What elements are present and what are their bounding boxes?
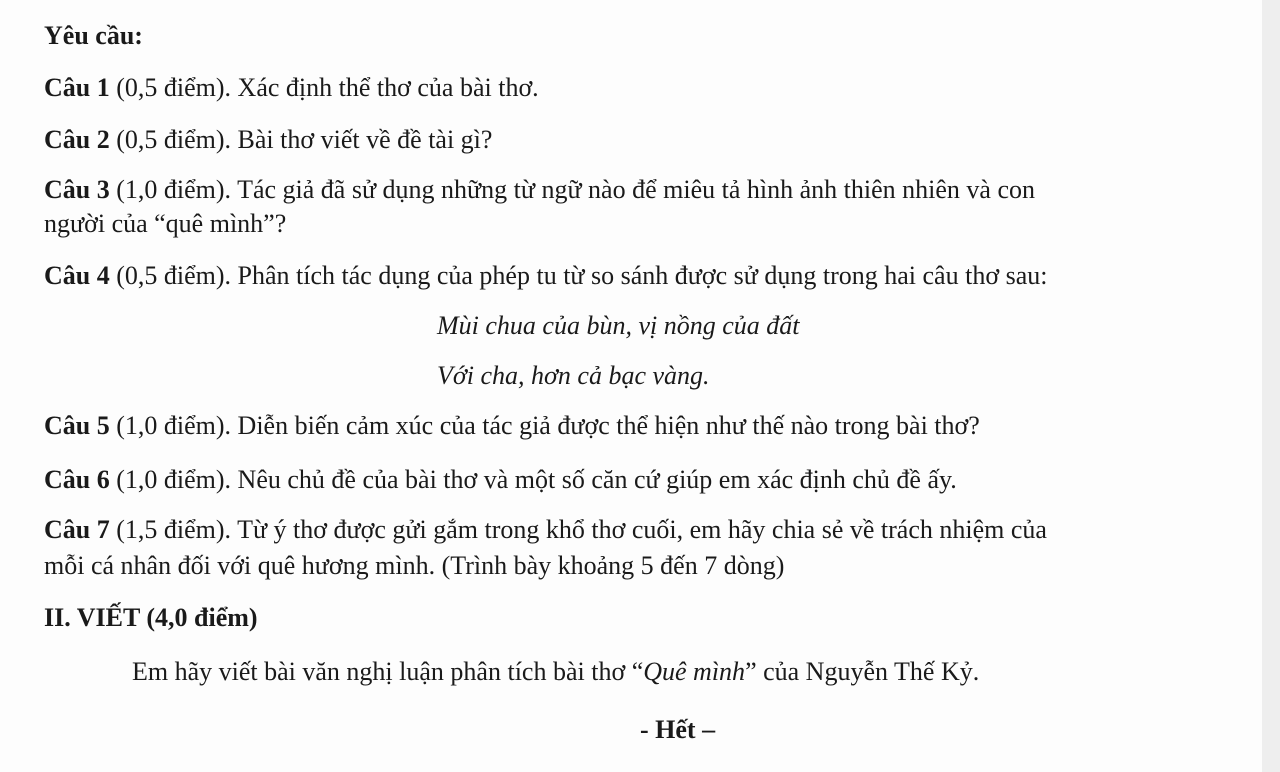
question-label: Câu 7 xyxy=(44,515,110,544)
question-text: (1,0 điểm). Nêu chủ đề của bài thơ và một số căn cứ giúp em xác định chủ đề ấy. xyxy=(109,465,957,494)
question-3-continuation: người của “quê mình”? xyxy=(44,209,287,238)
question-label: Câu 6 xyxy=(44,465,110,494)
question-text: (1,0 điểm). Tác giả đã sử dụng những từ ngữ nào để miêu tả hình ảnh thiên nhiên và con xyxy=(109,175,1035,204)
question-text: (1,0 điểm). Diễn biến cảm xúc của tác giả được thể hiện như thế nào trong bài thơ? xyxy=(109,411,980,440)
question-1 xyxy=(44,72,539,104)
end-marker: - Hết – xyxy=(640,715,716,744)
poem-line-1: Mùi chua của bùn, vị nồng của đất xyxy=(437,311,800,340)
question-2 xyxy=(44,124,492,156)
question-7-continuation: mỗi cá nhân đối với quê hương mình. (Trình bày khoảng 5 đến 7 dòng) xyxy=(44,551,785,580)
question-5 xyxy=(44,410,980,442)
poem-title: Quê mình xyxy=(643,657,746,686)
question-label: Câu 3 xyxy=(44,175,110,204)
prompt-text: Em hãy viết bài văn nghị luận phân tích bài thơ “ xyxy=(132,657,644,686)
question-text: (0,5 điểm). Bài thơ viết về đề tài gì? xyxy=(109,125,493,154)
question-7 xyxy=(44,514,1047,546)
question-label: Câu 4 xyxy=(44,261,110,290)
question-label: Câu 5 xyxy=(44,411,110,440)
question-text: (0,5 điểm). Phân tích tác dụng của phép tu từ so sánh được sử dụng trong hai câu thơ sau: xyxy=(109,261,1048,290)
question-6 xyxy=(44,464,957,496)
question-text: (0,5 điểm). Xác định thể thơ của bài thơ. xyxy=(109,73,539,102)
requirements-heading: Yêu cầu: xyxy=(44,21,143,50)
question-text: (1,5 điểm). Từ ý thơ được gửi gắm trong khổ thơ cuối, em hãy chia sẻ về trách nhiệm của xyxy=(109,515,1047,544)
question-3 xyxy=(44,174,1035,206)
question-label: Câu 1 xyxy=(44,73,110,102)
poem-line-2: Với cha, hơn cả bạc vàng. xyxy=(437,361,710,390)
question-4 xyxy=(44,260,1047,292)
writing-prompt xyxy=(132,656,979,688)
section-2-title: II. VIẾT (4,0 điểm) xyxy=(44,603,258,632)
scrollbar-track[interactable] xyxy=(1262,0,1280,772)
prompt-text-end: ” của Nguyễn Thế Kỷ. xyxy=(745,657,980,686)
question-label: Câu 2 xyxy=(44,125,110,154)
